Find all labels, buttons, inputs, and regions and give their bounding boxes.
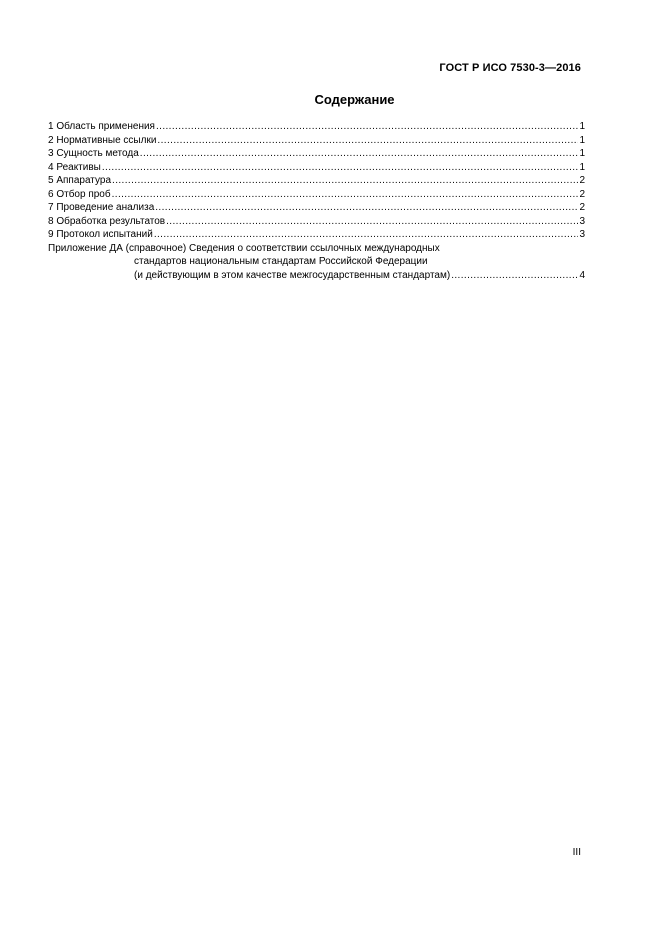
toc-item-label: (и действующим в этом качестве межгосударственным стандартам) xyxy=(134,269,451,281)
standard-code: ГОСТ Р ИСО 7530-3—2016 xyxy=(439,62,581,74)
toc-leader-dots xyxy=(157,134,578,148)
toc-item-page: 1 xyxy=(579,121,585,132)
toc-leader-dots xyxy=(112,174,578,188)
toc-item-page: 2 xyxy=(579,202,585,213)
toc-leader-dots xyxy=(102,161,579,175)
toc-leader-dots xyxy=(156,120,578,134)
toc-item-label: 2 Нормативные ссылки xyxy=(48,134,157,146)
toc-item-annex-da[interactable] xyxy=(48,242,585,283)
toc-item-sampling[interactable] xyxy=(48,188,585,202)
toc-item-label: 5 Аппаратура xyxy=(48,175,112,186)
toc-item-test-report[interactable] xyxy=(48,228,585,242)
toc-leader-dots xyxy=(155,201,578,215)
toc-item-page: 2 xyxy=(579,175,585,186)
toc-leader-dots xyxy=(166,215,578,229)
toc-item-label: 7 Проведение анализа xyxy=(48,202,155,213)
toc-leader-dots xyxy=(112,188,579,202)
toc-annex-line-1: Приложение ДА (справочное) Сведения о соответствии ссылочных международных xyxy=(48,242,440,254)
toc-item-label: 1 Область применения xyxy=(48,121,155,132)
toc-annex-line-2: стандартов национальным стандартам Российской Федерации xyxy=(134,256,428,267)
toc-item-calculation[interactable] xyxy=(48,215,585,229)
toc-leader-dots xyxy=(154,228,579,242)
toc-item-page: 4 xyxy=(579,269,585,281)
toc-item-apparatus[interactable] xyxy=(48,174,585,188)
toc-item-label: 9 Протокол испытаний xyxy=(48,229,153,240)
toc-item-procedure[interactable] xyxy=(48,201,585,215)
toc-item-label: 4 Реактивы xyxy=(48,161,101,173)
table-of-contents xyxy=(48,120,585,282)
toc-item-page: 3 xyxy=(579,215,585,227)
toc-item-label: 8 Обработка результатов xyxy=(48,215,166,227)
toc-item-scope[interactable] xyxy=(48,120,585,134)
toc-annex-line-3 xyxy=(48,269,585,283)
toc-item-reagents[interactable] xyxy=(48,161,585,175)
toc-leader-dots xyxy=(451,269,578,283)
toc-item-page: 3 xyxy=(579,229,585,240)
toc-item-page: 1 xyxy=(579,134,585,146)
toc-item-label: 6 Отбор проб xyxy=(48,188,111,200)
toc-item-page: 1 xyxy=(579,161,585,173)
toc-item-principle[interactable] xyxy=(48,147,585,161)
page-number: III xyxy=(572,847,581,858)
toc-item-normative-references[interactable] xyxy=(48,134,585,148)
toc-item-page: 2 xyxy=(579,188,585,200)
toc-leader-dots xyxy=(140,147,579,161)
toc-title: Содержание xyxy=(314,92,395,107)
toc-item-page: 1 xyxy=(579,148,585,159)
toc-item-label: 3 Сущность метода xyxy=(48,148,139,159)
